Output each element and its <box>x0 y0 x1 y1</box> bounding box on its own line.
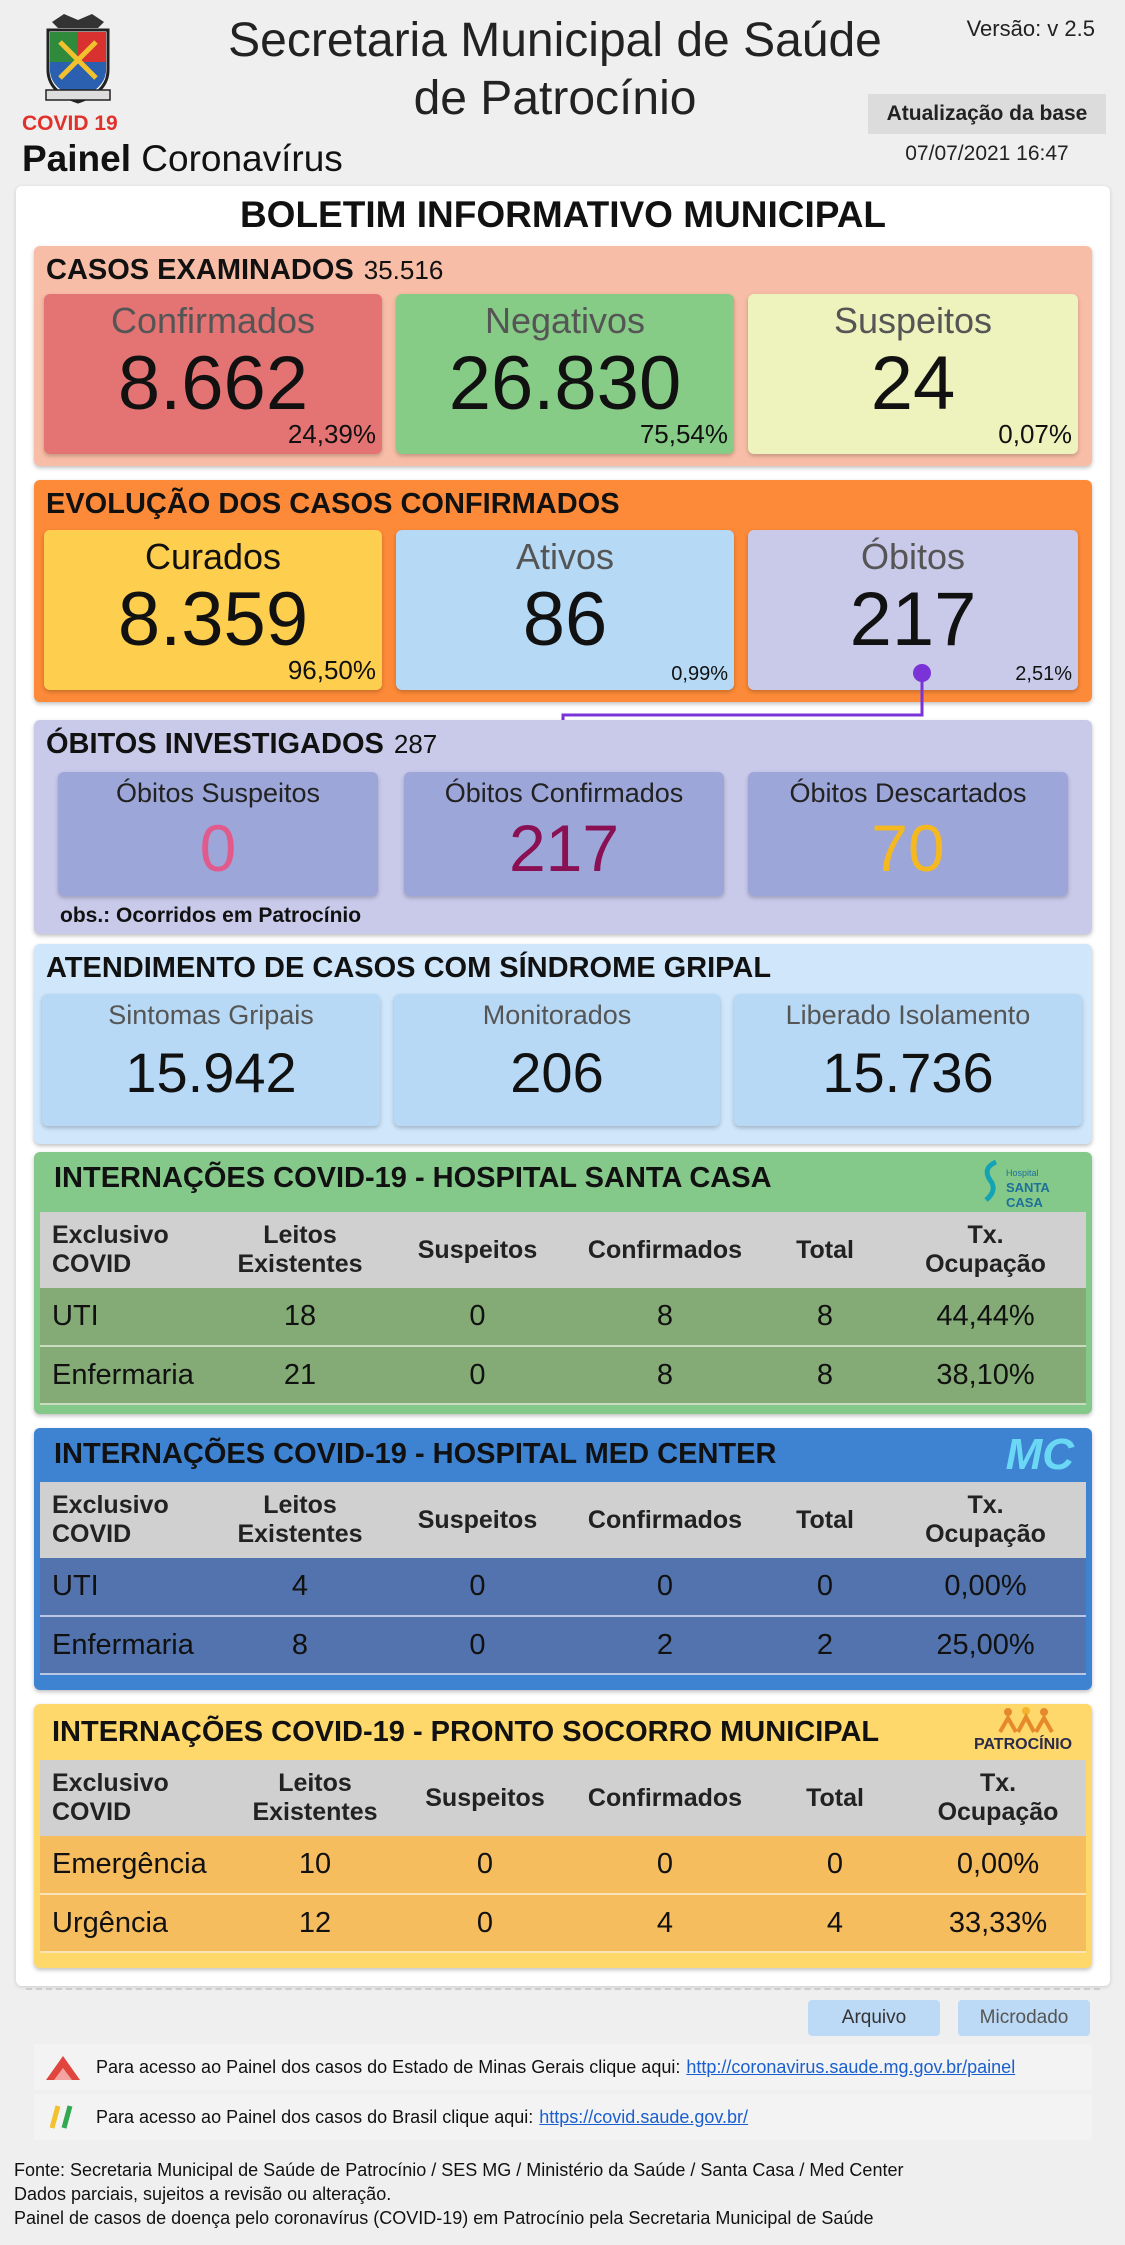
ativos-box <box>396 530 734 690</box>
br-link-text: Para acesso ao Painel dos casos do Brasil clique aqui: <box>96 2106 534 2127</box>
santa-casa-logo <box>980 1158 1080 1210</box>
santa-casa-logo-top: Hospital <box>1006 1168 1039 1178</box>
col-confirmados: Confirmados <box>565 1482 765 1558</box>
liberado-label: Liberado Isolamento <box>785 1000 1031 1030</box>
mg-link-row <box>34 2044 1092 2090</box>
cell-suspeitos: 0 <box>476 1906 494 1939</box>
santa-casa-logo-mark <box>980 1158 1004 1202</box>
negativos-pct: 75,54% <box>639 419 728 449</box>
col-exclusivo-line2: COVID <box>52 1250 132 1278</box>
col-exclusivo-line1: Exclusivo <box>52 1491 169 1519</box>
obitos-label: Óbitos <box>860 536 966 577</box>
obitos-obs: obs.: Ocorridos em Patrocínio <box>60 904 362 927</box>
cell-taxa: 25,00% <box>936 1628 1035 1661</box>
sintomas-label: Sintomas Gripais <box>108 1000 314 1030</box>
suspeitos-value: 24 <box>870 341 956 426</box>
cell-total: 0 <box>826 1848 844 1880</box>
obitos-descartados-value: 70 <box>871 811 945 885</box>
suspeitos-label: Suspeitos <box>833 300 993 341</box>
br-link-row <box>34 2094 1092 2140</box>
med-center-title: INTERNAÇÕES COVID-19 - HOSPITAL MED CENTER <box>54 1438 777 1470</box>
cell-confirmados: 0 <box>656 1848 674 1880</box>
santa-casa-logo-text: SANTA CASA <box>1006 1180 1050 1210</box>
cell-total: 4 <box>826 1906 844 1939</box>
curados-value: 8.359 <box>117 577 309 662</box>
version-label: Versão: v 2.5 <box>966 16 1095 41</box>
col-exclusivo <box>40 1212 210 1288</box>
col-leitos-line1: Leitos <box>263 1491 337 1519</box>
cell-total: 8 <box>816 1300 834 1332</box>
col-ocupacao-line1: Tx. <box>979 1769 1017 1797</box>
med-center-table <box>40 1482 1086 1675</box>
obitos-value: 217 <box>849 577 977 662</box>
arquivo-button[interactable]: Arquivo <box>808 2000 940 2036</box>
br-link[interactable]: https://covid.saude.gov.br/ <box>539 2106 749 2127</box>
col-suspeitos: Suspeitos <box>390 1212 565 1288</box>
cell-leitos: 8 <box>291 1628 309 1661</box>
ativos-value: 86 <box>522 577 608 662</box>
pronto-socorro-title: INTERNAÇÕES COVID-19 - PRONTO SOCORRO MUNICIPAL <box>52 1716 880 1748</box>
sindrome-title: ATENDIMENTO DE CASOS COM SÍNDROME GRIPAL <box>46 952 772 984</box>
col-ocupacao-line2: Ocupação <box>925 1520 1046 1548</box>
cell-taxa: 0,00% <box>956 1848 1040 1880</box>
col-ocupacao-line2: Ocupação <box>937 1798 1059 1826</box>
table-row <box>40 1894 1086 1952</box>
col-exclusivo-line2: COVID <box>52 1520 132 1548</box>
table-row <box>40 1288 1086 1346</box>
page-title <box>200 12 910 128</box>
cell-taxa: 0,00% <box>944 1570 1027 1602</box>
col-exclusivo-line2: COVID <box>52 1798 132 1826</box>
col-leitos <box>230 1760 400 1836</box>
city-crest-logo <box>38 12 118 106</box>
cell-suspeitos: 0 <box>476 1848 494 1880</box>
cell-taxa: 44,44% <box>936 1300 1035 1332</box>
casos-total: 35.516 <box>363 255 444 285</box>
confirmados-value: 8.662 <box>117 341 309 426</box>
cell-leitos: 18 <box>283 1300 317 1332</box>
col-exclusivo <box>40 1482 210 1558</box>
cell-leitos: 21 <box>283 1358 317 1391</box>
cell-taxa: 33,33% <box>948 1906 1048 1939</box>
footer <box>14 2158 1084 2230</box>
sintomas-box <box>42 994 380 1126</box>
microdado-button[interactable]: Microdado <box>958 2000 1090 2036</box>
obitos-suspeitos-box <box>58 772 378 896</box>
covid-label: COVID 19 <box>22 112 118 135</box>
pronto-socorro-section <box>34 1704 1092 1968</box>
title-line-1: Secretaria Municipal de Saúde <box>228 14 882 67</box>
main-card <box>16 186 1110 2127</box>
cell-tipo: UTI <box>52 1300 99 1332</box>
col-ocupacao <box>910 1760 1086 1836</box>
painel-title <box>22 138 343 180</box>
santa-casa-table <box>40 1212 1086 1405</box>
suspeitos-box <box>748 294 1078 454</box>
footer-credit: Painel de casos de doença pelo coronavírus (COVID-19) em Patrocínio pela Secretaria Municipal de Saúde <box>14 2208 874 2228</box>
footer-disclaimer: Dados parciais, sujeitos a revisão ou alteração. <box>14 2184 392 2204</box>
cell-tipo: Urgência <box>52 1906 169 1939</box>
table-row <box>40 1558 1086 1616</box>
cell-suspeitos: 0 <box>469 1300 486 1332</box>
col-leitos-line2: Existentes <box>252 1798 378 1826</box>
col-ocupacao-line2: Ocupação <box>925 1250 1046 1278</box>
table-header-row <box>40 1482 1086 1558</box>
col-total: Total <box>765 1482 885 1558</box>
patrocinio-logo <box>968 1706 1078 1758</box>
sindrome-gripal-section <box>34 944 1092 1144</box>
cell-confirmados: 0 <box>656 1570 674 1602</box>
obitos-inv-title-text: ÓBITOS INVESTIGADOS <box>46 728 384 760</box>
col-ocupacao-line1: Tx. <box>967 1491 1004 1519</box>
col-leitos-line1: Leitos <box>263 1221 337 1249</box>
col-confirmados: Confirmados <box>570 1760 760 1836</box>
col-suspeitos: Suspeitos <box>390 1482 565 1558</box>
mg-link[interactable]: http://coronavirus.saude.mg.gov.br/painel <box>686 2056 1016 2077</box>
col-confirmados: Confirmados <box>565 1212 765 1288</box>
suspeitos-pct: 0,07% <box>998 419 1072 449</box>
evolucao-title: EVOLUÇÃO DOS CASOS CONFIRMADOS <box>46 488 620 520</box>
col-ocupacao <box>885 1212 1086 1288</box>
santa-casa-title: INTERNAÇÕES COVID-19 - HOSPITAL SANTA CASA <box>54 1162 772 1194</box>
cell-confirmados: 4 <box>656 1906 674 1939</box>
col-ocupacao-line1: Tx. <box>967 1221 1004 1249</box>
evolucao-section <box>34 480 1092 702</box>
cell-tipo: Enfermaria <box>52 1628 194 1661</box>
cell-suspeitos: 0 <box>469 1358 486 1391</box>
header <box>0 0 1125 185</box>
minas-gerais-icon <box>44 2052 82 2082</box>
negativos-box <box>396 294 734 454</box>
casos-title-text: CASOS EXAMINADOS <box>46 254 354 286</box>
cell-confirmados: 8 <box>656 1358 674 1391</box>
confirmados-box <box>44 294 382 454</box>
cell-suspeitos: 0 <box>469 1628 486 1661</box>
cell-leitos: 12 <box>298 1906 332 1939</box>
col-suspeitos: Suspeitos <box>400 1760 570 1836</box>
obitos-investigados-section <box>34 720 1092 934</box>
obitos-confirmados-label: Óbitos Confirmados <box>444 778 684 808</box>
ativos-pct: 0,99% <box>671 663 728 685</box>
monitorados-value: 206 <box>510 1041 604 1104</box>
cell-tipo: Enfermaria <box>52 1358 194 1391</box>
col-total: Total <box>765 1212 885 1288</box>
obitos-descartados-label: Óbitos Descartados <box>789 778 1027 808</box>
update-date: 07/07/2021 16:47 <box>905 142 1069 165</box>
med-center-logo: MC <box>1005 1430 1074 1479</box>
obitos-confirmados-box <box>404 772 724 896</box>
update-label: Atualização da base <box>868 94 1106 134</box>
col-exclusivo-line1: Exclusivo <box>52 1221 169 1249</box>
casos-examinados-section <box>34 246 1092 466</box>
obitos-confirmados-value: 217 <box>508 811 620 885</box>
divider <box>26 1988 1100 1990</box>
col-leitos <box>210 1212 390 1288</box>
negativos-value: 26.830 <box>448 341 682 426</box>
title-line-2: de Patrocínio <box>413 72 697 125</box>
obitos-suspeitos-label: Óbitos Suspeitos <box>115 778 321 808</box>
cell-confirmados: 8 <box>656 1300 674 1332</box>
obitos-box <box>748 530 1078 690</box>
cell-suspeitos: 0 <box>469 1570 486 1602</box>
patrocinio-logo-figures <box>968 1706 1078 1734</box>
monitorados-box <box>394 994 720 1126</box>
curados-box <box>44 530 382 690</box>
table-header-row <box>40 1212 1086 1288</box>
footer-source: Fonte: Secretaria Municipal de Saúde de Patrocínio / SES MG / Ministério da Saúde / Santa Casa / Med Center <box>14 2160 904 2180</box>
casos-title <box>46 254 443 287</box>
col-leitos <box>210 1482 390 1558</box>
negativos-label: Negativos <box>484 300 646 341</box>
painel-bold: Painel <box>22 138 131 179</box>
sintomas-value: 15.942 <box>125 1041 297 1104</box>
cell-tipo: UTI <box>52 1570 99 1602</box>
liberado-value: 15.736 <box>822 1041 994 1104</box>
brasil-icon <box>44 2102 82 2132</box>
curados-label: Curados <box>144 536 282 577</box>
liberado-box <box>734 994 1082 1126</box>
col-leitos-line2: Existentes <box>237 1250 363 1278</box>
med-center-section <box>34 1428 1092 1690</box>
cell-total: 0 <box>816 1570 834 1602</box>
patrocinio-logo-text: PATROCÍNIO <box>973 1736 1073 1753</box>
obitos-suspeitos-value: 0 <box>199 811 237 885</box>
confirmados-label: Confirmados <box>110 300 316 341</box>
obitos-inv-title <box>46 728 437 761</box>
monitorados-label: Monitorados <box>482 1000 632 1030</box>
table-header-row <box>40 1760 1086 1836</box>
col-leitos-line2: Existentes <box>237 1520 363 1548</box>
obitos-pct: 2,51% <box>1015 663 1072 685</box>
cell-tipo: Emergência <box>52 1848 207 1880</box>
table-row <box>40 1836 1086 1894</box>
cell-confirmados: 2 <box>656 1628 674 1661</box>
obitos-descartados-box <box>748 772 1068 896</box>
col-exclusivo <box>40 1760 230 1836</box>
ativos-label: Ativos <box>515 536 615 577</box>
confirmados-pct: 24,39% <box>287 419 376 449</box>
pronto-socorro-table <box>40 1760 1086 1953</box>
cell-leitos: 10 <box>298 1848 332 1880</box>
curados-pct: 96,50% <box>287 655 376 685</box>
painel-rest: Coronavírus <box>141 138 343 179</box>
cell-leitos: 4 <box>291 1570 309 1602</box>
cell-taxa: 38,10% <box>936 1358 1035 1391</box>
col-total: Total <box>760 1760 910 1836</box>
col-exclusivo-line1: Exclusivo <box>52 1769 169 1797</box>
boletim-title: BOLETIM INFORMATIVO MUNICIPAL <box>239 194 887 235</box>
table-row <box>40 1616 1086 1674</box>
cell-total: 2 <box>816 1628 834 1661</box>
col-leitos-line1: Leitos <box>278 1769 352 1797</box>
mg-link-text: Para acesso ao Painel dos casos do Estado de Minas Gerais clique aqui: <box>96 2056 681 2077</box>
col-ocupacao <box>885 1482 1086 1558</box>
table-row <box>40 1346 1086 1404</box>
cell-total: 8 <box>816 1358 834 1391</box>
santa-casa-section <box>34 1152 1092 1414</box>
obitos-inv-total: 287 <box>393 729 438 759</box>
